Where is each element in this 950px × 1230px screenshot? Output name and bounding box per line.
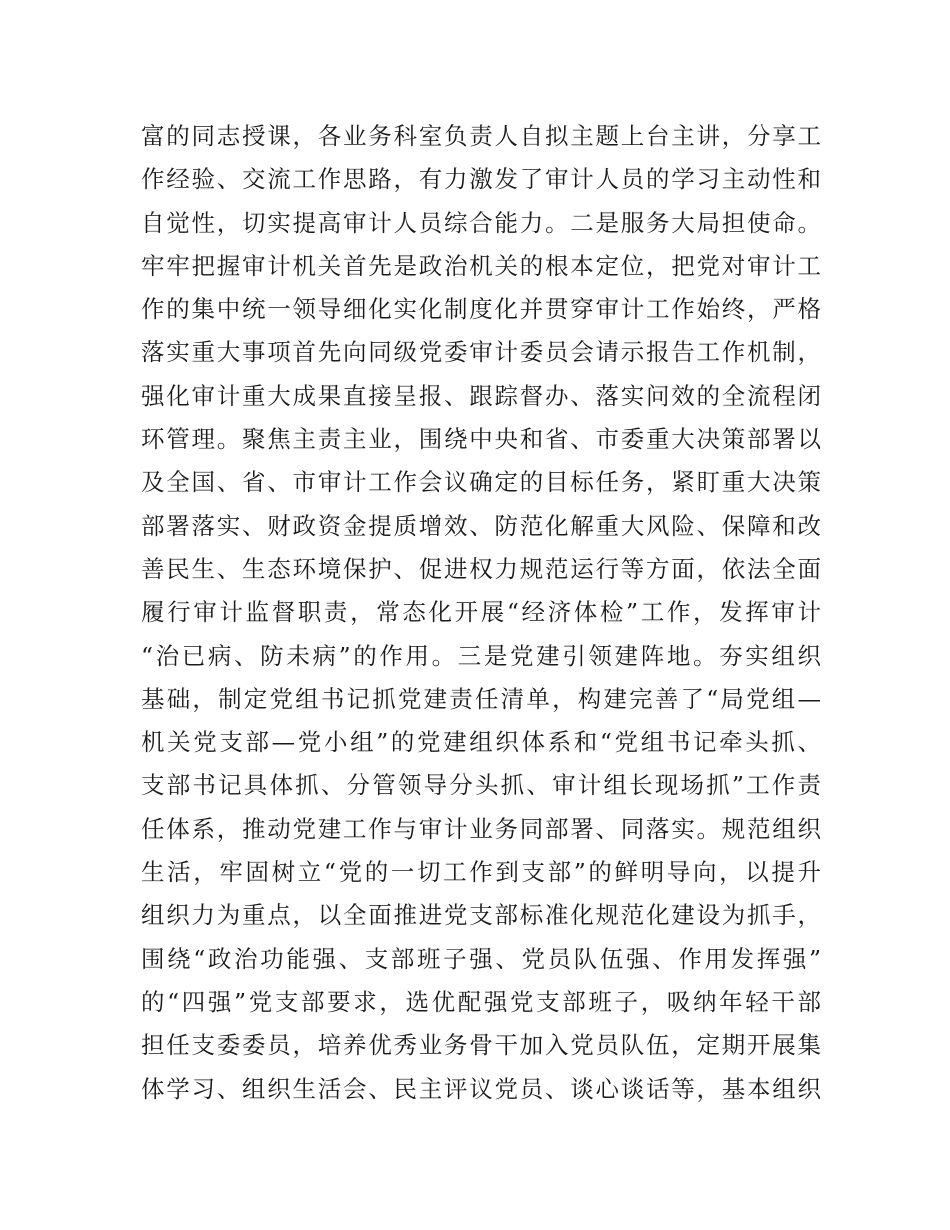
text-line-19: 组织力为重点，以全面推进党支部标准化规范化建设为抓手， bbox=[141, 901, 821, 930]
text-line-20: 围绕“政治功能强、支部班子强、党员队伍强、作用发挥强” bbox=[141, 944, 821, 973]
text-line-2: 作经验、交流工作思路，有力激发了审计人员的学习主动性和 bbox=[141, 165, 821, 194]
text-line-10: 部署落实、财政资金提质增效、防范化解重大风险、保障和改 bbox=[141, 511, 821, 540]
text-line-4: 牢牢把握审计机关首先是政治机关的根本定位，把党对审计工 bbox=[141, 251, 821, 280]
text-line-7: 强化审计重大成果直接呈报、跟踪督办、落实问效的全流程闭 bbox=[141, 381, 821, 410]
text-line-22: 担任支委委员，培养优秀业务骨干加入党员队伍，定期开展集 bbox=[141, 1031, 821, 1060]
body-text bbox=[141, 115, 821, 1111]
text-line-11: 善民生、生态环境保护、促进权力规范运行等方面，依法全面 bbox=[141, 554, 821, 583]
text-line-14: 基础，制定党组书记抓党建责任清单，构建完善了“局党组— bbox=[141, 684, 821, 713]
text-line-17: 任体系，推动党建工作与审计业务同部署、同落实。规范组织 bbox=[141, 814, 821, 843]
text-line-5: 作的集中统一领导细化实化制度化并贯穿审计工作始终，严格 bbox=[141, 295, 821, 324]
text-line-12: 履行审计监督职责，常态化开展“经济体检”工作，发挥审计 bbox=[141, 598, 821, 627]
text-line-9: 及全国、省、市审计工作会议确定的目标任务，紧盯重大决策 bbox=[141, 468, 821, 497]
text-line-18: 生活，牢固树立“党的一切工作到支部”的鲜明导向，以提升 bbox=[141, 858, 821, 887]
text-line-21: 的“四强”党支部要求，选优配强党支部班子，吸纳年轻干部 bbox=[141, 987, 821, 1016]
text-line-1: 富的同志授课，各业务科室负责人自拟主题上台主讲，分享工 bbox=[141, 122, 821, 150]
text-line-16: 支部书记具体抓、分管领导分头抓、审计组长现场抓”工作责 bbox=[141, 771, 821, 800]
text-line-13: “治已病、防未病”的作用。三是党建引领建阵地。夯实组织 bbox=[141, 641, 821, 670]
text-line-23: 体学习、组织生活会、民主评议党员、谈心谈话等，基本组织 bbox=[141, 1074, 821, 1103]
text-line-8: 环管理。聚焦主责主业，围绕中央和省、市委重大决策部署以 bbox=[141, 425, 821, 454]
text-line-15: 机关党支部—党小组”的党建组织体系和“党组书记牵头抓、 bbox=[141, 728, 821, 757]
text-line-3: 自觉性，切实提高审计人员综合能力。二是服务大局担使命。 bbox=[141, 208, 821, 237]
text-line-6: 落实重大事项首先向同级党委审计委员会请示报告工作机制， bbox=[141, 338, 821, 367]
